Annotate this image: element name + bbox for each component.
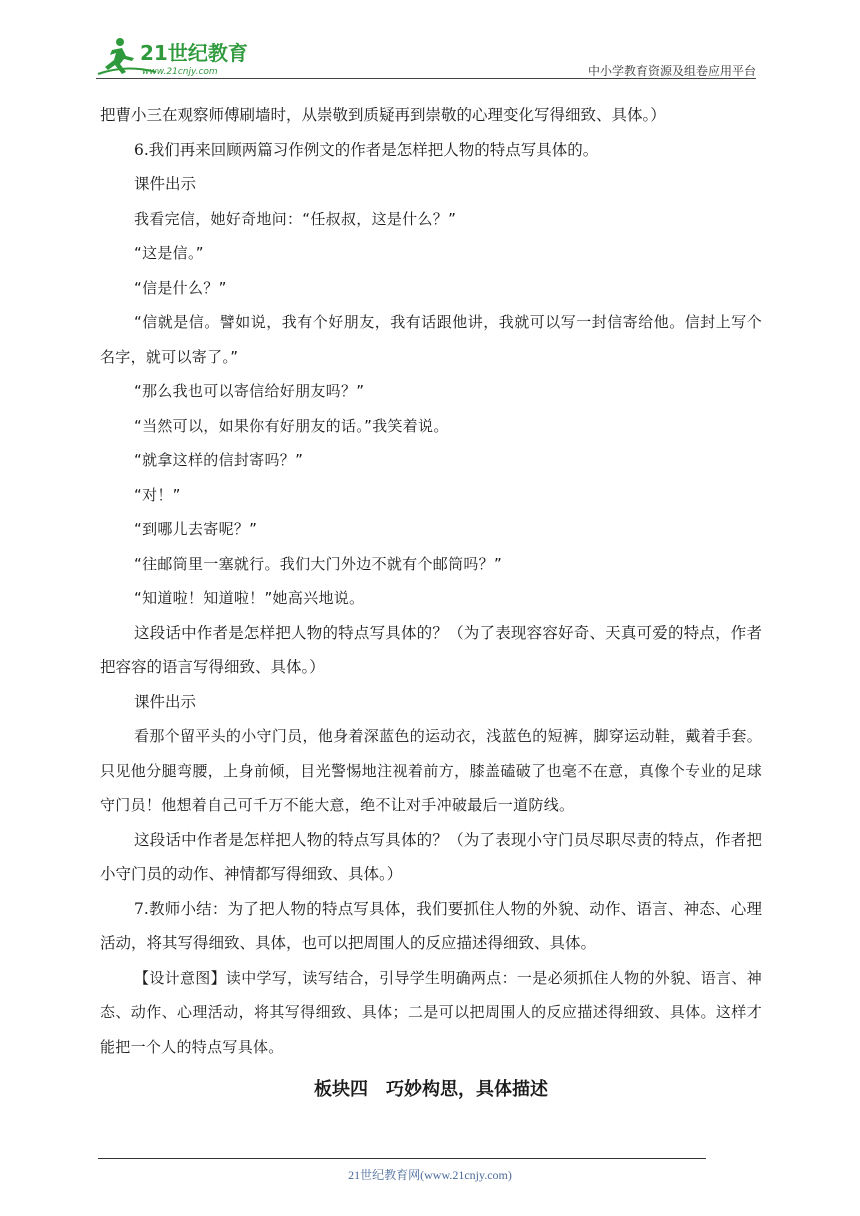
paragraph: 课件出示 [134, 692, 197, 711]
quote-paragraph: “对！” [134, 485, 181, 504]
logo-21cnjy [96, 34, 266, 78]
platform-name: 中小学教育资源及组卷应用平台 [587, 64, 756, 78]
svg-text:www.21cnjy.com: www.21cnjy.com [142, 67, 218, 77]
paragraph: 7.教师小结：为了把人物的特点写具体，我们要抓住人物的外貌、动作、语言、神态、心理活动，将其写得细致、具体，也可以把周围人的反应描述得细致、具体。 [100, 899, 762, 952]
footer-divider [98, 1158, 706, 1159]
quote-paragraph: 看那个留平头的小守门员，他身着深蓝色的运动衣，浅蓝色的短裤，脚穿运动鞋，戴着手套。只见他分腿弯腰，上身前倾，目光警惕地注视着前方，膝盖磕破了也毫不在意，真像个专业的足球守门员！他想着自己可千万不能大意，绝不让对手冲破最后一道防线。 [100, 727, 762, 814]
document-body [100, 98, 762, 1108]
quote-paragraph: 我看完信，她好奇地问：“任叔叔，这是什么？” [134, 209, 457, 228]
section-title: 板块四 巧妙构思，具体描述 [314, 1079, 548, 1100]
page-header [96, 28, 756, 80]
quote-paragraph: “知道啦！知道啦！”她高兴地说。 [134, 589, 365, 607]
design-intent-paragraph: 【设计意图】读中学写，读写结合，引导学生明确两点：一是必须抓住人物的外貌、语言、神态、动作、心理活动，将其写得细致、具体；二是可以把周围人的反应描述得细致、具体。这样才能把一个人的特点写具体。 [100, 968, 762, 1056]
quote-paragraph: “到哪儿去寄呢？” [134, 520, 258, 538]
header-divider [96, 78, 756, 79]
paragraph: 6.我们再来回顾两篇习作例文的作者是怎样把人物的特点写具体的。 [134, 140, 599, 159]
paragraph: 课件出示 [134, 175, 197, 193]
quote-paragraph: “这是信。” [134, 244, 204, 262]
svg-text:21世纪教育: 21世纪教育 [140, 41, 248, 65]
paragraph: 这段话中作者是怎样把人物的特点写具体的？（为了表现小守门员尽职尽责的特点，作者把小守门员的动作、神情都写得细致、具体。） [100, 830, 762, 883]
quote-paragraph: “就拿这样的信封寄吗？” [134, 451, 304, 469]
paragraph: 把曹小三在观察师傅刷墙时，从崇敬到质疑再到崇敬的心理变化写得细致、具体。） [100, 106, 666, 124]
quote-paragraph: “往邮筒里一塞就行。我们大门外边不就有个邮筒吗？” [134, 554, 503, 573]
paragraph: 这段话中作者是怎样把人物的特点写具体的？（为了表现容容好奇、天真可爱的特点，作者把容容的语言写得细致、具体。） [100, 623, 762, 676]
quote-paragraph: “当然可以，如果你有好朋友的话。”我笑着说。 [134, 416, 449, 435]
quote-paragraph: “信是什么？” [134, 278, 227, 297]
quote-paragraph: “信就是信。譬如说，我有个好朋友，我有话跟他讲，我就可以写一封信寄给他。信封上写个名字，就可以寄了。” [100, 313, 762, 366]
quote-paragraph: “那么我也可以寄信给好朋友吗？” [134, 382, 365, 400]
footer-link[interactable]: 21世纪教育网(www.21cnjy.com) [348, 1168, 512, 1182]
